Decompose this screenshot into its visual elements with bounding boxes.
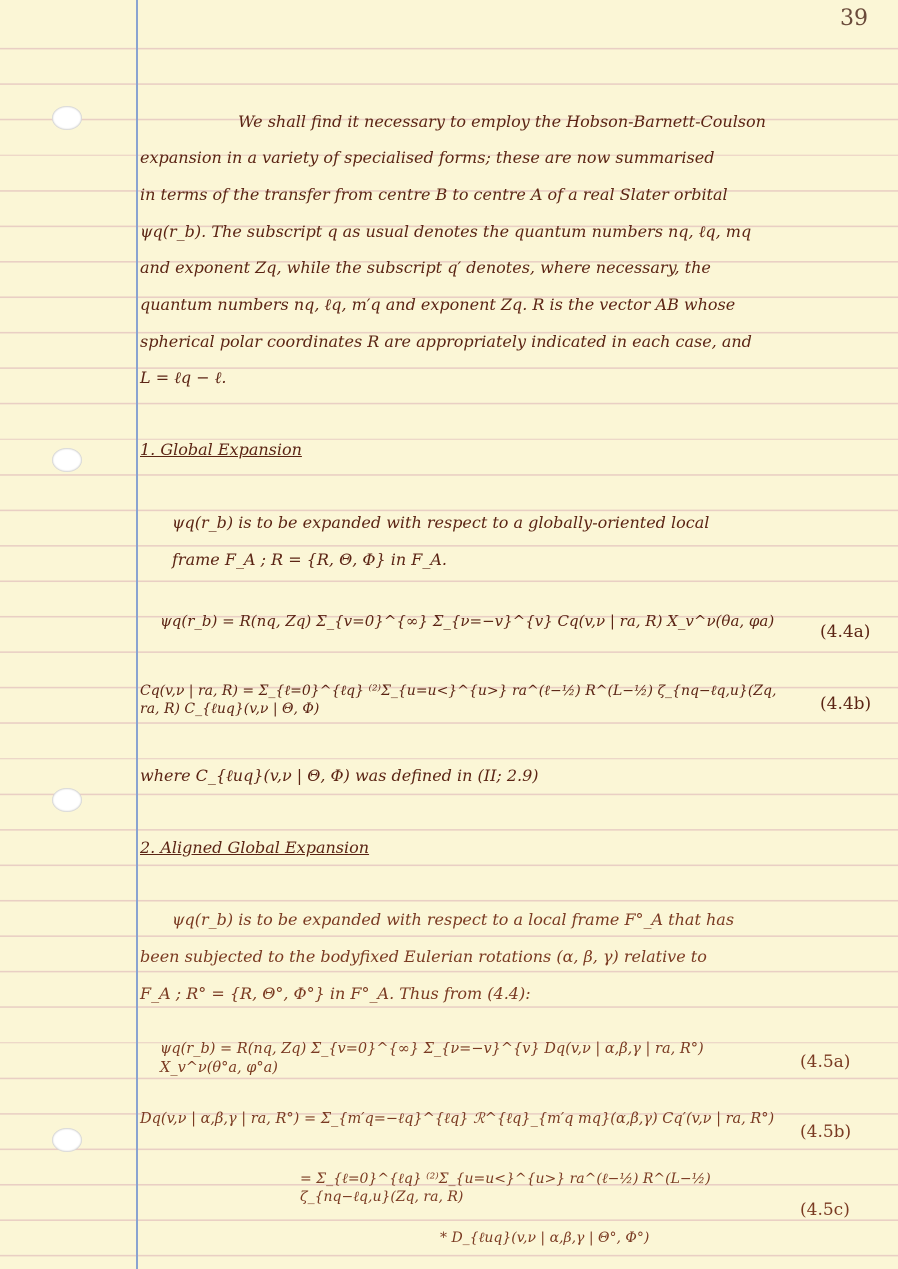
equation-label: (4.4a) bbox=[820, 622, 871, 642]
punch-hole bbox=[52, 1128, 82, 1152]
section-heading: 1. Global Expansion bbox=[140, 440, 302, 459]
section-heading: 2. Aligned Global Expansion bbox=[140, 838, 370, 857]
text-line: ψq(r_b). The subscript q as usual denotes the quantum numbers nq, ℓq, mq bbox=[140, 222, 752, 241]
punch-hole bbox=[52, 448, 82, 472]
punch-hole bbox=[52, 788, 82, 812]
page-number: 39 bbox=[840, 6, 868, 31]
text-line: quantum numbers nq, ℓq, m′q and exponent Zq. R is the vector AB whose bbox=[140, 295, 736, 314]
equation-4-4b: Cq(v,ν | ra, R) = Σ_{ℓ=0}^{ℓq} ⁽²⁾Σ_{u=u<}^{u>} ra^(ℓ−½) R^(L−½) ζ_{nq−ℓq,u}(Zq, ra, R) C_{ℓuq}(v,ν | Θ, Φ) bbox=[140, 683, 777, 718]
text-line: and exponent Zq, while the subscript q′ denotes, where necessary, the bbox=[140, 258, 711, 277]
text-line: F_A ; R° = {R, Θ°, Φ°} in F°_A. Thus from (4.4): bbox=[140, 984, 531, 1003]
text-line: We shall find it necessary to employ the Hobson-Barnett-Coulson bbox=[238, 112, 766, 131]
equation-label: (4.5c) bbox=[800, 1200, 850, 1220]
text-line: expansion in a variety of specialised forms; these are now summarised bbox=[140, 148, 715, 167]
margin-line bbox=[136, 0, 138, 1269]
equation-4-4a: ψq(r_b) = R(nq, Zq) Σ_{v=0}^{∞} Σ_{ν=−v}^{v} Cq(v,ν | ra, R) X_v^ν(θa, φa) bbox=[160, 612, 775, 630]
text-line: in terms of the transfer from centre B to centre A of a real Slater orbital bbox=[140, 185, 728, 204]
text-line: L = ℓq − ℓ. bbox=[140, 368, 227, 387]
text-line: frame F_A ; R = {R, Θ, Φ} in F_A. bbox=[172, 550, 447, 569]
equation-4-5c-line2: * D_{ℓuq}(v,ν | α,β,γ | Θ°, Φ°) bbox=[440, 1230, 650, 1246]
equation-label: (4.5b) bbox=[800, 1122, 852, 1142]
equation-4-5c-line1: = Σ_{ℓ=0}^{ℓq} ⁽²⁾Σ_{u=u<}^{u>} ra^(ℓ−½) R^(L−½) ζ_{nq−ℓq,u}(Zq, ra, R) bbox=[300, 1171, 711, 1206]
text-line: ψq(r_b) is to be expanded with respect to a local frame F°_A that has bbox=[172, 910, 735, 929]
text-line: ψq(r_b) is to be expanded with respect to a globally-oriented local bbox=[172, 513, 710, 532]
punch-hole bbox=[52, 106, 82, 130]
equation-label: (4.4b) bbox=[820, 694, 872, 714]
equation-label: (4.5a) bbox=[800, 1052, 851, 1072]
text-line: been subjected to the bodyfixed Eulerian rotations (α, β, γ) relative to bbox=[140, 947, 707, 966]
text-line: spherical polar coordinates R are appropriately indicated in each case, and bbox=[140, 332, 752, 351]
equation-4-5b: Dq(v,ν | α,β,γ | ra, R°) = Σ_{m′q=−ℓq}^{ℓq} ℛ^{ℓq}_{m′q mq}(α,β,γ) Cq′(v,ν | ra, R°) bbox=[140, 1111, 775, 1127]
equation-4-5a: ψq(r_b) = R(nq, Zq) Σ_{v=0}^{∞} Σ_{ν=−v}^{v} Dq(v,ν | α,β,γ | ra, R°) X_v^ν(θ°a, φ°a) bbox=[160, 1041, 704, 1076]
note-line: where C_{ℓuq}(v,ν | Θ, Φ) was defined in (II; 2.9) bbox=[140, 766, 539, 785]
